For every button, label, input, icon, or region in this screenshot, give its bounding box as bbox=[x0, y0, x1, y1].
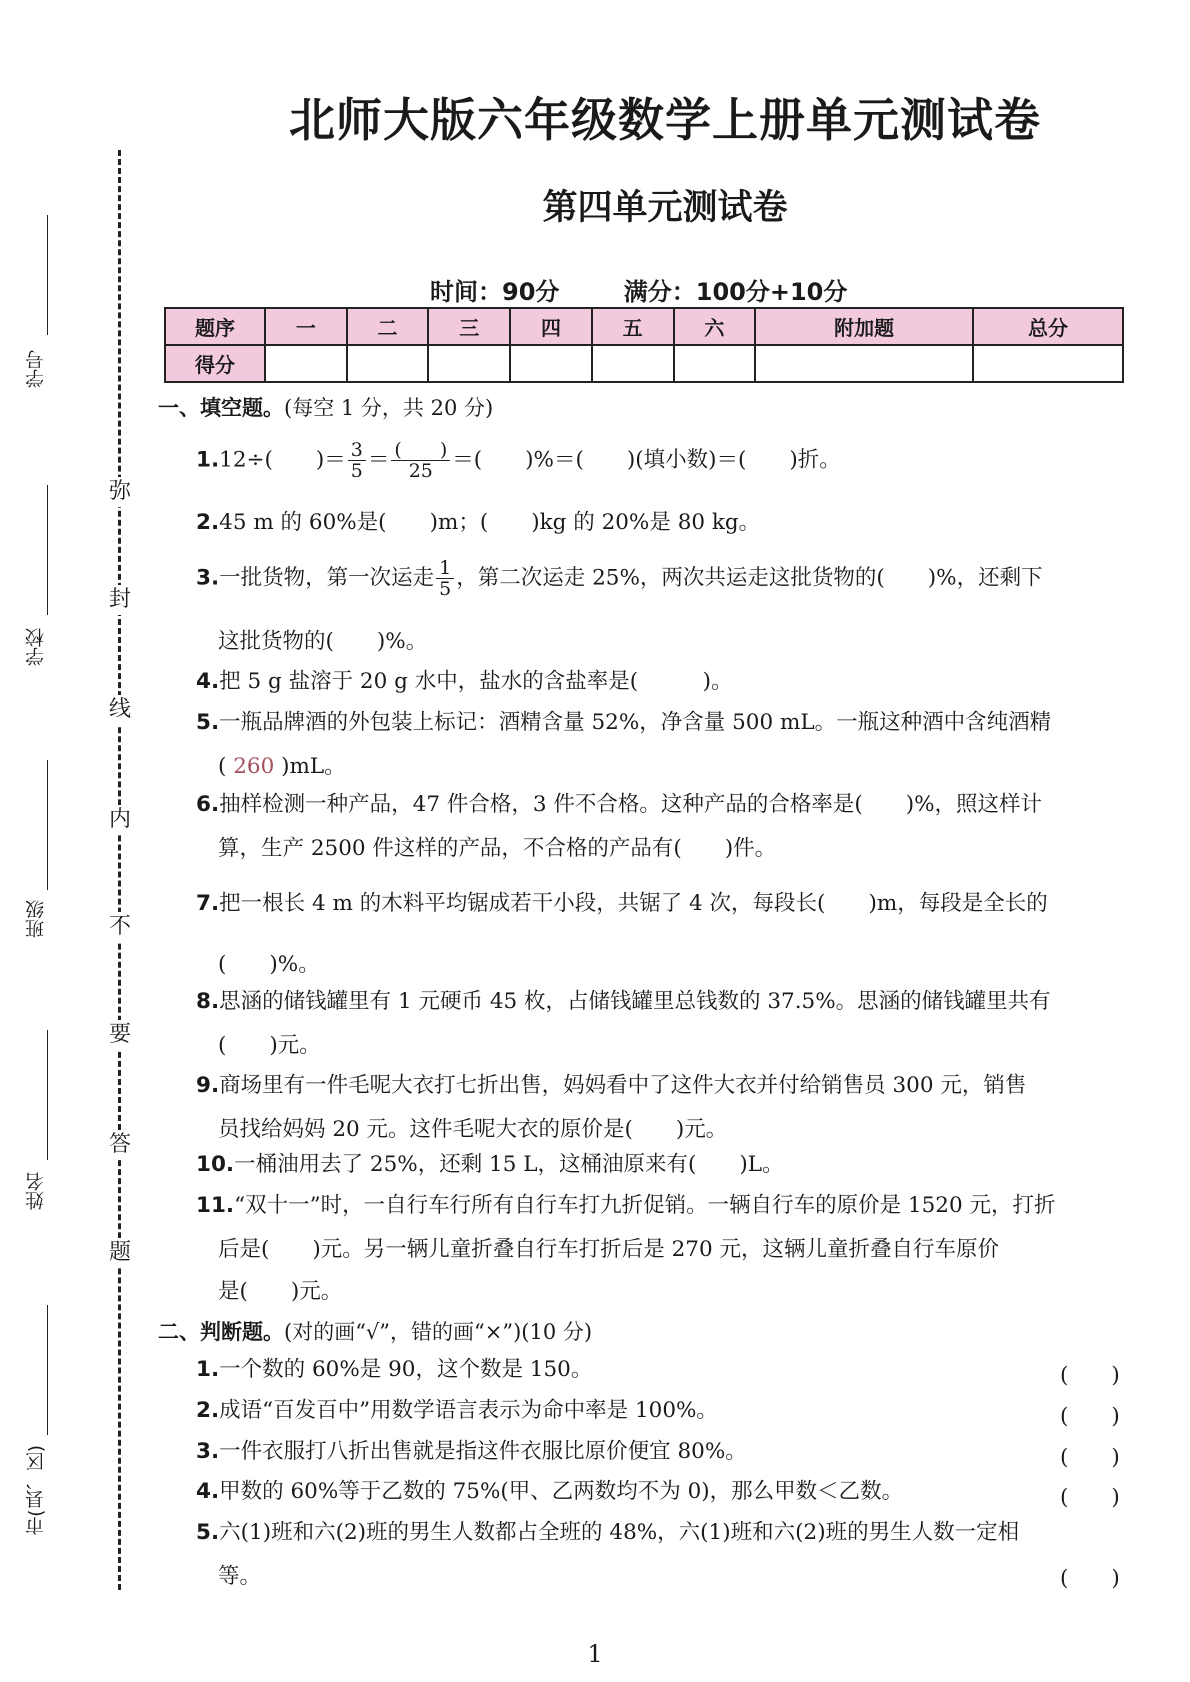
seal-char: 要 bbox=[106, 1020, 134, 1050]
question-7-line-2: ( )%。 bbox=[218, 952, 320, 977]
judge-item-5-line-2: 等。 bbox=[218, 1564, 262, 1589]
score-cell[interactable] bbox=[510, 345, 592, 382]
seal-dashed-line bbox=[118, 150, 121, 1590]
score-header-cell: 一 bbox=[265, 308, 347, 345]
section-fill-blank-heading bbox=[158, 392, 493, 422]
question-8-line-2: ( )元。 bbox=[218, 1033, 321, 1058]
fraction: $\frac{3}{5}$ bbox=[348, 440, 366, 481]
score-header-cell: 题序 bbox=[165, 308, 265, 345]
name-label: 姓名 bbox=[25, 1172, 47, 1210]
seal-char: 弥 bbox=[106, 477, 134, 507]
student-id-line bbox=[47, 215, 48, 335]
section-title: 二、判断题。 bbox=[158, 1320, 284, 1344]
score-row-label: 得分 bbox=[165, 345, 265, 382]
score-table-header-row bbox=[165, 308, 1123, 345]
question-3-line-2: 这批货物的( )%。 bbox=[218, 629, 428, 654]
score-header-cell: 四 bbox=[510, 308, 592, 345]
question-11-line-3: 是( )元。 bbox=[218, 1279, 343, 1304]
score-header-cell: 三 bbox=[428, 308, 510, 345]
answer-parenthesis[interactable]: ( ) bbox=[1060, 1445, 1120, 1470]
question-5-line-2: ( 260 )mL。 bbox=[218, 754, 346, 779]
score-cell[interactable] bbox=[755, 345, 973, 382]
seal-char: 答 bbox=[106, 1130, 134, 1160]
seal-char: 封 bbox=[106, 585, 134, 615]
school-label: 学校 bbox=[25, 628, 47, 666]
judge-item-1: 1.一个数的 60%是 90，这个数是 150。 bbox=[196, 1357, 593, 1382]
name-line bbox=[47, 1030, 48, 1160]
school-line bbox=[47, 485, 48, 615]
class-line bbox=[47, 760, 48, 890]
judge-item-3: 3.一件衣服打八折出售就是指这件衣服比原价便宜 80%。 bbox=[196, 1439, 747, 1464]
question-2: 2.45 m 的 60%是( )m；( )kg 的 20%是 80 kg。 bbox=[196, 510, 761, 535]
seal-char: 题 bbox=[106, 1238, 134, 1268]
exam-meta bbox=[430, 272, 903, 307]
question-11: 11.“双十一”时，一自行车行所有自行车打九折促销。一辆自行车的原价是 1520 元，打折 bbox=[196, 1193, 1056, 1218]
question-1: 1.12÷( )＝ $\frac{3}{5}$ ＝ $\frac{( )}{25}$ ＝( )%＝( )(填小数)＝( )折。 bbox=[196, 439, 841, 482]
full-score: 满分：100分+10分 bbox=[623, 278, 848, 306]
score-header-cell: 五 bbox=[592, 308, 674, 345]
score-cell[interactable] bbox=[265, 345, 347, 382]
question-8: 8.思涵的储钱罐里有 1 元硬币 45 枚，占储钱罐里总钱数的 37.5%。思涵的储钱罐里共有 bbox=[196, 989, 1051, 1014]
question-6-line-2: 算，生产 2500 件这样的产品，不合格的产品有( )件。 bbox=[218, 836, 777, 861]
handwritten-answer: 260 bbox=[233, 754, 275, 779]
section-true-false-heading bbox=[158, 1316, 592, 1346]
seal-char: 内 bbox=[106, 805, 134, 835]
score-cell[interactable] bbox=[973, 345, 1123, 382]
page-number: 1 bbox=[587, 1640, 603, 1668]
fraction: $\frac{1}{5}$ bbox=[436, 558, 454, 599]
score-header-cell: 六 bbox=[674, 308, 756, 345]
student-id-label: 学号 bbox=[25, 350, 47, 388]
question-6: 6.抽样检测一种产品，47 件合格，3 件不合格。这种产品的合格率是( )%，照这样计 bbox=[196, 792, 1043, 817]
answer-parenthesis[interactable]: ( ) bbox=[1060, 1566, 1120, 1591]
seal-char: 线 bbox=[106, 695, 134, 725]
score-cell[interactable] bbox=[428, 345, 510, 382]
question-4: 4.把 5 g 盐溶于 20 g 水中，盐水的含盐率是( )。 bbox=[196, 669, 733, 694]
answer-parenthesis[interactable]: ( ) bbox=[1060, 1404, 1120, 1429]
score-cell[interactable] bbox=[592, 345, 674, 382]
score-cell[interactable] bbox=[347, 345, 429, 382]
class-label: 班级 bbox=[25, 900, 47, 938]
section-note: (对的画“√”，错的画“×”)(10 分) bbox=[284, 1320, 593, 1344]
score-header-cell: 二 bbox=[347, 308, 429, 345]
time-limit: 时间：90分 bbox=[430, 278, 560, 306]
question-10: 10.一桶油用去了 25%，还剩 15 L，这桶油原来有( )L。 bbox=[196, 1152, 784, 1177]
fraction: $\frac{( )}{25}$ bbox=[391, 440, 450, 481]
score-cell[interactable] bbox=[674, 345, 756, 382]
question-3: 3.一批货物，第一次运走 $\frac{1}{5}$ ，第二次运走 25%，两次共运走这批货物的( )%，还剩下 bbox=[196, 557, 1043, 600]
judge-item-4: 4.甲数的 60%等于乙数的 75%(甲、乙两数均不为 0)，那么甲数＜乙数。 bbox=[196, 1479, 904, 1504]
question-5: 5.一瓶品牌酒的外包装上标记：酒精含量 52%，净含量 500 mL。一瓶这种酒中含纯酒精 bbox=[196, 710, 1052, 735]
binding-strip bbox=[0, 0, 140, 1682]
question-7: 7.把一根长 4 m 的木料平均锯成若干小段，共锯了 4 次，每段长( )m，每段是全长的 bbox=[196, 891, 1048, 916]
district-label: 市(县、区) bbox=[25, 1445, 47, 1536]
question-11-line-2: 后是( )元。另一辆儿童折叠自行车打折后是 270 元，这辆儿童折叠自行车原价 bbox=[218, 1237, 999, 1262]
answer-parenthesis[interactable]: ( ) bbox=[1060, 1485, 1120, 1510]
seal-char: 不 bbox=[106, 912, 134, 942]
section-title: 一、填空题。 bbox=[158, 396, 284, 420]
question-9: 9.商场里有一件毛呢大衣打七折出售，妈妈看中了这件大衣并付给销售员 300 元，销售 bbox=[196, 1073, 1027, 1098]
score-header-cell: 附加题 bbox=[755, 308, 973, 345]
page-title: 北师大版六年级数学上册单元测试卷 bbox=[289, 93, 1041, 147]
section-note: (每空 1 分，共 20 分) bbox=[284, 396, 494, 420]
judge-item-5: 5.六(1)班和六(2)班的男生人数都占全班的 48%，六(1)班和六(2)班的男生人数一定相 bbox=[196, 1520, 1020, 1545]
unit-subtitle: 第四单元测试卷 bbox=[542, 188, 788, 228]
question-9-line-2: 员找给妈妈 20 元。这件毛呢大衣的原价是( )元。 bbox=[218, 1117, 728, 1142]
score-table-score-row bbox=[165, 345, 1123, 382]
judge-item-2: 2.成语“百发百中”用数学语言表示为命中率是 100%。 bbox=[196, 1398, 718, 1423]
score-header-cell: 总分 bbox=[973, 308, 1123, 345]
district-line bbox=[47, 1305, 48, 1435]
answer-parenthesis[interactable]: ( ) bbox=[1060, 1363, 1120, 1388]
score-table bbox=[164, 307, 1124, 383]
